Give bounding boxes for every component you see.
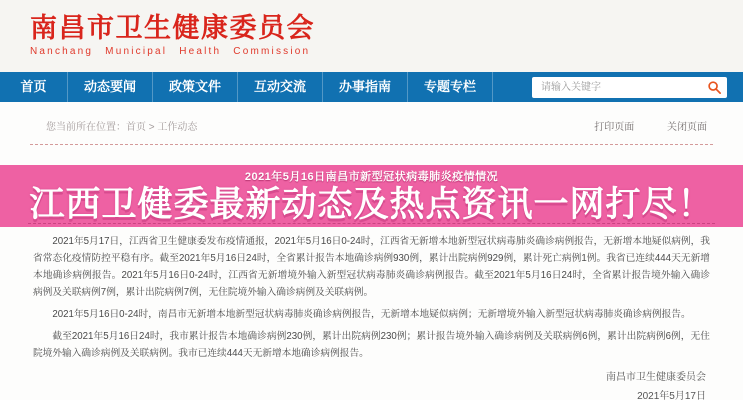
breadcrumb[interactable]: 您当前所在位置：首页 > 工作动态	[46, 122, 198, 133]
search-box	[532, 77, 727, 98]
print-page-button[interactable]: 打印页面	[594, 122, 635, 133]
nav-spacer	[493, 72, 532, 102]
nav-item-home[interactable]: 首页	[0, 72, 68, 102]
site-title-english: Nanchang Municipal Health Commission	[30, 46, 311, 57]
nav-item-guide[interactable]: 办事指南	[323, 72, 408, 102]
article-paragraph: 2021年5月17日，江西省卫生健康委发布疫情通报，2021年5月16日0-24时，江西省无新增本地新型冠状病毒肺炎确诊病例报告，无新增本地疑似病例，我省常态化疫情防控平稳有序。截至2021年5月16日24时，全省累计报告本地确诊病例930例，累计出院病例929例，累计死亡病例1例。我省已连续444天无新增本地确诊病例报告。2021年5月16日0-24时，江西省无新增境外输入新型冠状病毒肺炎确诊病例报告。截至2021年5月16日24时，全省累计报告境外输入确诊病例及关联病例7例，累计出院病例7例，无住院境外输入确诊病例及关联病例。	[33, 236, 710, 298]
site-header	[0, 0, 743, 72]
magnifier-icon[interactable]	[707, 80, 722, 95]
promo-banner[interactable]	[0, 165, 743, 227]
spacer	[0, 145, 743, 165]
nav-item-policy[interactable]: 政策文件	[153, 72, 238, 102]
main-nav	[0, 72, 743, 102]
site-title: 南昌市卫生健康委员会	[30, 13, 315, 43]
article-signature-block	[33, 370, 706, 400]
close-page-button[interactable]: 关闭页面	[667, 122, 707, 133]
nav-item-interaction[interactable]: 互动交流	[238, 72, 323, 102]
breadcrumb-row	[0, 102, 743, 133]
article-paragraph: 2021年5月16日0-24时，南昌市无新增本地新型冠状病毒肺炎确诊病例报告，无新增本地疑似病例；无新增境外输入新型冠状病毒肺炎确诊病例报告。	[52, 309, 691, 320]
banner-dashed-line	[28, 223, 715, 224]
article-paragraph: 截至2021年5月16日24时，我市累计报告本地确诊病例230例，累计出院病例230例；累计报告境外输入确诊病例及关联病例6例，累计出院病例6例，无住院境外输入确诊病例及关联病例。我市已连续444天无新增本地确诊病例报告。	[33, 331, 710, 359]
signature-date: 2021年5月17日	[637, 391, 706, 400]
signature-author: 南昌市卫生健康委员会	[606, 372, 706, 383]
nav-item-news[interactable]: 动态要闻	[68, 72, 153, 102]
page-actions	[564, 118, 707, 133]
banner-headline: 江西卫健委最新动态及热点资讯一网打尽！	[29, 185, 714, 224]
article-title: 2021年5月16日南昌市新型冠状病毒肺炎疫情情况	[244, 171, 499, 183]
article-body	[0, 227, 743, 400]
search-input[interactable]	[532, 77, 727, 98]
nav-item-topics[interactable]: 专题专栏	[408, 72, 493, 102]
